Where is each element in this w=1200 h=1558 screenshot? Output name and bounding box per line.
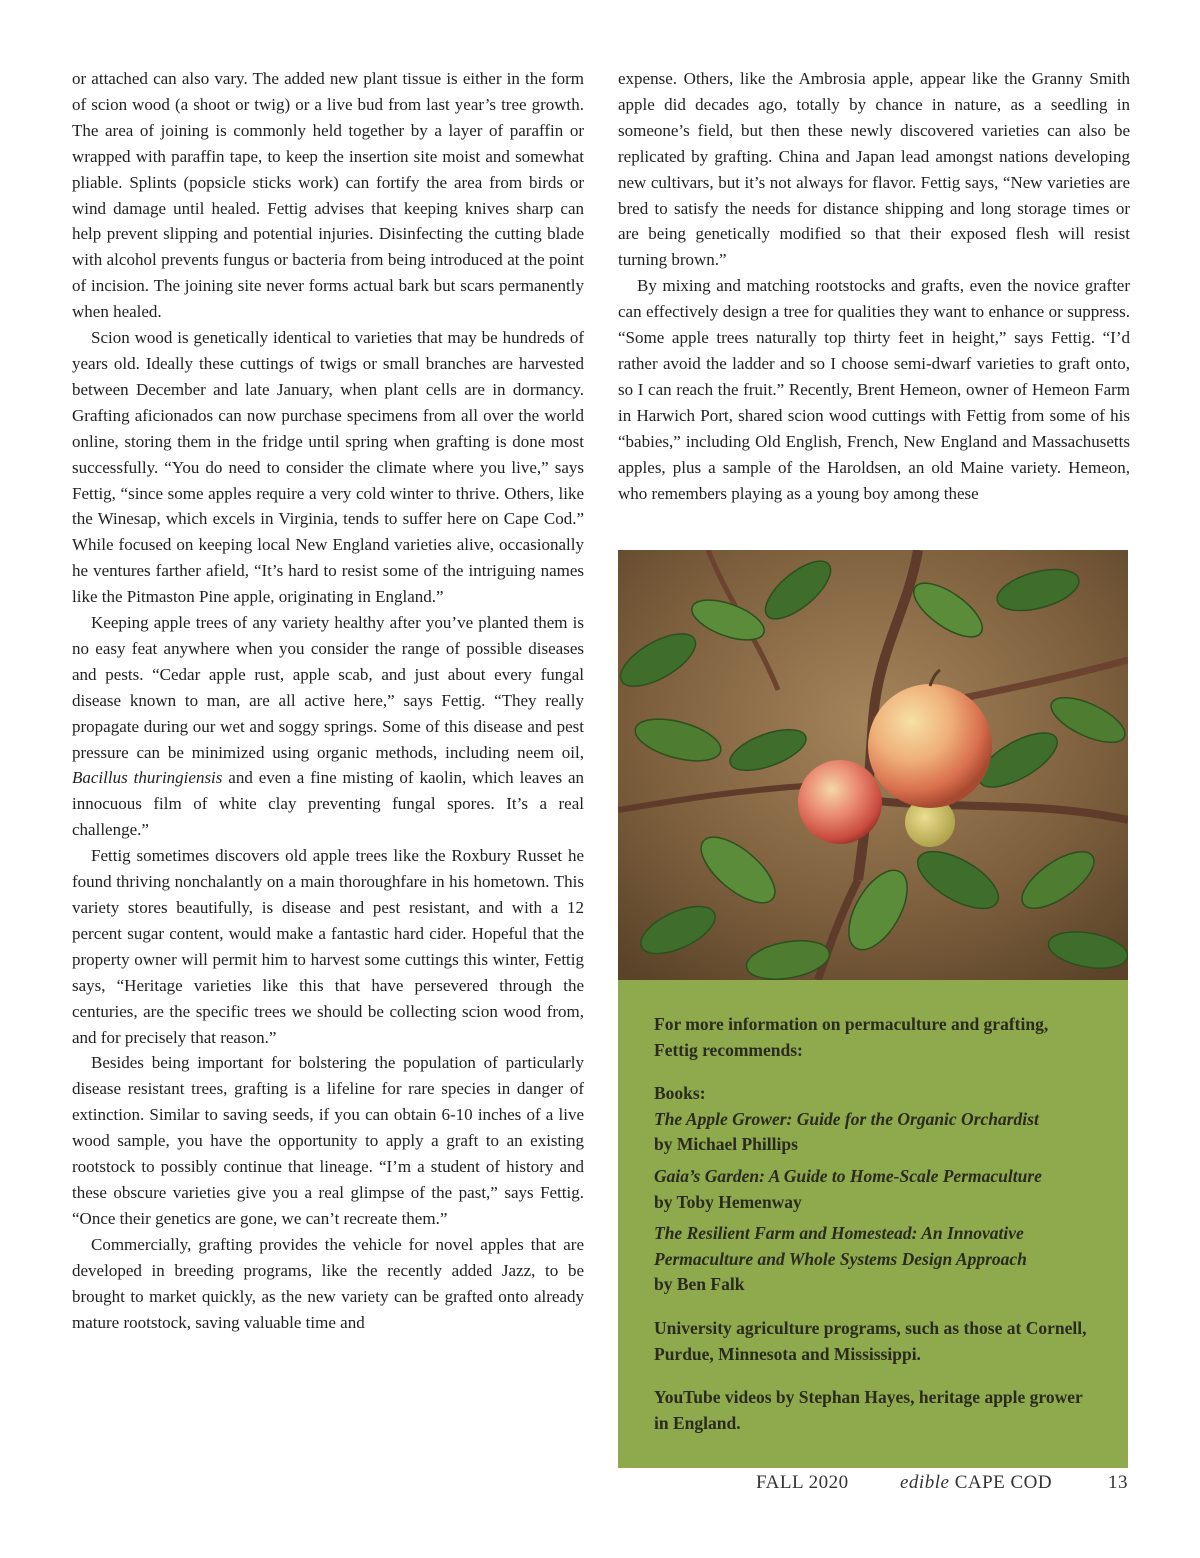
- sidebar-intro: For more information on permaculture and grafting, Fettig recommends:: [654, 1014, 1049, 1060]
- paragraph: or attached can also vary. The added new plant tissue is either in the form of scion wood (a shoot or twig) or a live bud from last year’s tree growth. The area of joining is commonly held together by a layer of paraffin or wrapped with paraffin tape, to keep the insertion site moist and somewhat pliable. Splints (popsicle sticks work) can fortify the area from birds or wind damage until healed. Fettig advises that keeping knives sharp can help prevent slipping and potential injuries. Disinfecting the cutting blade with alcohol prevents fungus or bacteria from being introduced at the point of incision. The joining site never forms actual bark but scars permanently when healed.: [72, 69, 584, 322]
- paragraph-text: and even a fine misting of kaolin, which leaves an innocuous film of white clay preventing fungal spores. It’s a real challenge.”: [72, 768, 585, 840]
- book-author: by Toby Hemenway: [654, 1191, 802, 1212]
- paragraph: Besides being important for bolstering the population of particularly disease resistant trees, grafting is a lifeline for rare species in danger of extinction. Similar to saving seeds, if you can obtain 6-10 inches of a live wood sample, you have the opportunity to apply a graft to an existing rootstock to possibly continue that lineage. “I’m a student of history and these obscure varieties give you a real glimpse of the past,” says Fettig. “Once their genetics are gone, we can’t recreate them.”: [72, 1053, 584, 1228]
- book-entry: [654, 1221, 1092, 1298]
- book-entry: [654, 1164, 1092, 1215]
- magazine-name-italic: edible: [900, 1472, 950, 1493]
- article-left-column: [72, 66, 584, 1335]
- page-footer: [618, 1472, 1128, 1500]
- recommendations-sidebar: [618, 980, 1128, 1468]
- apple-branch-photo: [618, 550, 1128, 980]
- paragraph: [72, 610, 584, 843]
- book-entry: [654, 1107, 1092, 1158]
- book-title: Gaia’s Garden: A Guide to Home-Scale Permaculture: [654, 1165, 1042, 1186]
- book-author: by Michael Phillips: [654, 1134, 798, 1155]
- magazine-name-rest: CAPE COD: [954, 1472, 1053, 1493]
- book-title: The Apple Grower: Guide for the Organic Orchardist: [654, 1108, 1039, 1129]
- magazine-name: [900, 1472, 1052, 1494]
- youtube-videos: YouTube videos by Stephan Hayes, heritage apple grower in England.: [654, 1387, 1083, 1433]
- university-programs: University agriculture programs, such as those at Cornell, Purdue, Minnesota and Mississippi.: [654, 1317, 1087, 1364]
- paragraph-text: Keeping apple trees of any variety healthy after you’ve planted them is no easy feat anywhere when you consider the range of possible diseases and pests. “Cedar apple rust, apple scab, and just about every fungal disease known to man, are all active here,” says Fettig. “They really propagate during our wet and soggy springs. Some of this disease and pest pressure can be minimized using organic methods, including neem oil,: [72, 613, 584, 762]
- article-right-column: [618, 66, 1130, 506]
- paragraph: Fettig sometimes discovers old apple trees like the Roxbury Russet he found thriving nonchalantly on a main thoroughfare in his hometown. This variety stores beautifully, is disease and pest resistant, and with a 12 percent sugar content, would make a fantastic hard cider. Hopeful that the property owner will permit him to harvest some cuttings this winter, Fettig says, “Heritage varieties like this that have persevered through the centuries, are the specific trees we should be collecting scion wood from, and for precisely that reason.”: [72, 846, 584, 1047]
- paragraph: By mixing and matching rootstocks and grafts, even the novice grafter can effectively design a tree for qualities they want to enhance or suppress. “Some apple trees naturally top thirty feet in height,” says Fettig. “I’d rather avoid the ladder and so I choose semi-dwarf varieties to graft onto, so I can reach the fruit.” Recently, Brent Hemeon, owner of Hemeon Farm in Harwich Port, shared scion wood cuttings with Fettig from some of his “babies,” including Old English, French, New England and Massachusetts apples, plus a sample of the Haroldsen, an old Maine variety. Hemeon, who remembers playing as a young boy among these: [618, 276, 1130, 503]
- paragraph: Commercially, grafting provides the vehicle for novel apples that are developed in breeding programs, like the recently added Jazz, to be brought to market quickly, as the new variety can be grafted onto already mature rootstock, saving valuable time and: [72, 1234, 584, 1332]
- issue-season: FALL 2020: [756, 1472, 849, 1493]
- books-heading: Books:: [654, 1083, 706, 1104]
- book-title: The Resilient Farm and Homestead: An Innovative Permaculture and Whole Systems Design Approach: [654, 1223, 1027, 1269]
- book-author: by Ben Falk: [654, 1274, 745, 1295]
- paragraph: expense. Others, like the Ambrosia apple, appear like the Granny Smith apple did decades ago, totally by chance in nature, as a seedling in someone’s field, but then these newly discovered varieties can also be replicated by grafting. China and Japan lead amongst nations developing new cultivars, but it’s not always for flavor. Fettig says, “New varieties are bred to satisfy the needs for distance shipping and long storage times or are being genetically modified so that their exposed flesh will resist turning brown.”: [618, 69, 1130, 270]
- page-number: 13: [1108, 1472, 1128, 1493]
- apple-branch-illustration: [618, 550, 1128, 980]
- paragraph: Scion wood is genetically identical to varieties that may be hundreds of years old. Ideally these cuttings of twigs or small branches are harvested between December and late January, when plant cells are in dormancy. Grafting aficionados can now purchase specimens from all over the world online, storing them in the fridge until spring when grafting is done most successfully. “You do need to consider the climate where you live,” says Fettig, “since some apples require a very cold winter to thrive. Others, like the Winesap, which excels in Virginia, tends to suffer here on Cape Cod.” While focused on keeping local New England varieties alive, occasionally he ventures farther afield, “It’s hard to resist some of the intriguing names like the Pitmaston Pine apple, originating in England.”: [72, 328, 584, 607]
- species-name: Bacillus thuringiensis: [72, 768, 223, 788]
